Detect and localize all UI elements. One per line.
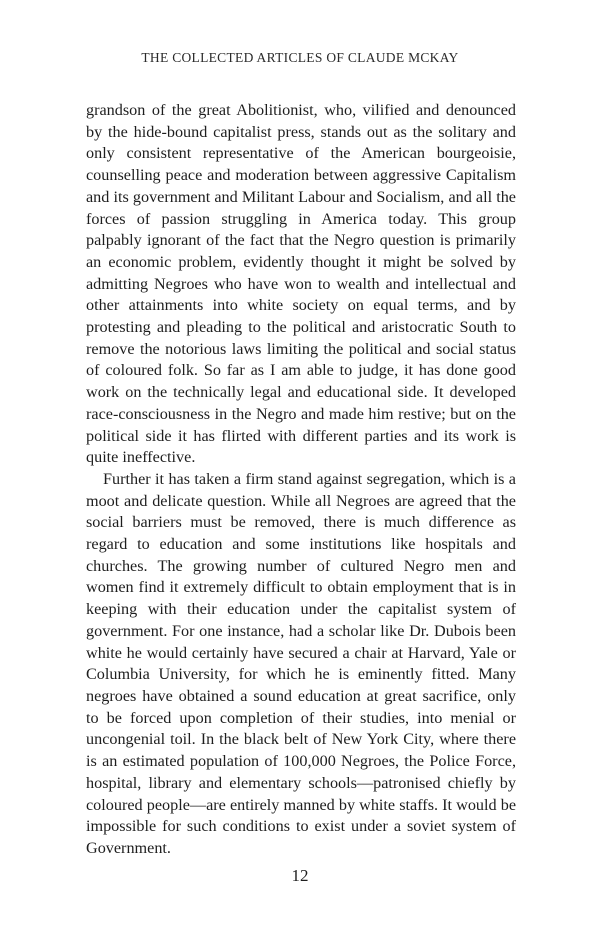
paragraph-continued: grandson of the great Abolitionist, who, vilified and denounced by the hide-bound capitalist press, stands out as the solitary and only consistent representative of the American bourgeoisie, counselling peace and moderation between aggressive Capitalism and its government and Militant Labour and Socialism, and all the forces of passion struggling in America today. This group palpably ignorant of the fact that the Negro question is primarily an economic problem, evidently thought it might be solved by admitting Negroes who have won to wealth and intellectual and other attainments into white society on equal terms, and by protesting and pleading to the political and aristocratic South to remove the notorious laws limiting the political and social status of coloured folk. So far as I am able to judge, it has done good work on the technically legal and educational side. It developed race-consciousness in the Negro and made him restive; but on the political side it has flirted with different parties and its work is quite ineffective. [86, 101, 516, 467]
paragraph-segregation: Further it has taken a firm stand against segregation, which is a moot and delicate question. While all Negroes are agreed that the social barriers must be removed, there is much difference as regard to education and some institutions like hospitals and churches. The growing number of cultured Negro men and women find it extremely difficult to obtain employment that is in keeping with their education under the capitalist system of government. For one instance, had a scholar like Dr. Dubois been white he would certainly have secured a chair at Harvard, Yale or Columbia University, for which he is eminently fitted. Many negroes have obtained a sound education at great sacrifice, only to be forced upon completion of their studies, into menial or uncongenial toil. In the black belt of New York City, where there is an estimated population of 100,000 Negroes, the Police Force, hospital, library and elementary schools—patronised chiefly by coloured people—are entirely manned by white staffs. It would be impossible for such conditions to exist under a soviet system of Government. [86, 469, 516, 857]
body-text [86, 100, 516, 860]
page-number: 12 [291, 866, 309, 885]
running-head: THE COLLECTED ARTICLES OF CLAUDE MCKAY [141, 50, 459, 65]
